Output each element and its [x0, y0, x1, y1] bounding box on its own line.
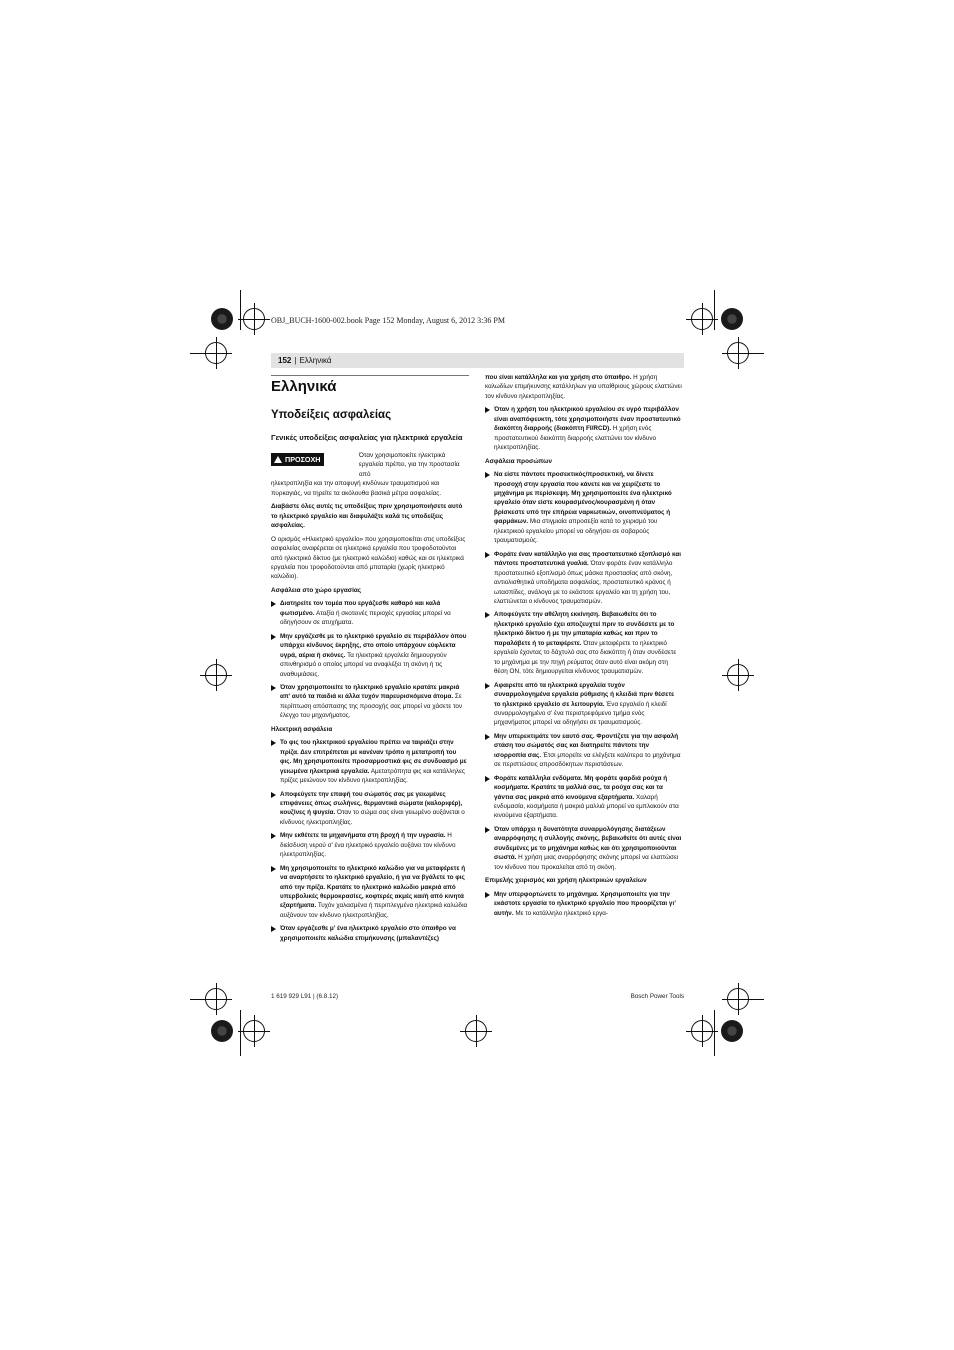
bullet-arrow-icon	[271, 685, 276, 691]
section-title: Υποδείξεις ασφαλείας	[271, 409, 392, 421]
item-bold: Μην εκθέτετε τα μηχανήματα στη βροχή ή την υγρασία.	[280, 832, 446, 840]
list-item	[485, 732, 682, 770]
bullet-arrow-icon	[485, 734, 490, 740]
footer-doc-number: 1 619 929 L91 | (6.8.12)	[271, 993, 339, 1000]
item-bold: Αποφεύγετε την επαφή του σώματός σας με γειωμένες επιφάνειες όπως σωλήνες, θερμαντικά σώματα (καλοριφέρ), κουζίνες ή ψυγεία.	[280, 790, 463, 817]
crop-mark	[724, 353, 764, 354]
item-bold: Αφαιρείτε από τα ηλεκτρικά εργαλεία τυχόν συναρμολογημένα εργαλεία ρύθμισης ή κλειδιά πριν θέσετε το ηλεκτρικό εργαλείο σε λειτουργία.	[494, 681, 675, 708]
workplace-heading: Ασφάλεια στο χώρο εργασίας	[271, 586, 362, 594]
item-text: Αταξία ή σκοτεινές περιοχές εργασίας μπορεί να οδηγήσουν σε ατυχήματα.	[280, 609, 451, 627]
item-bold: Μη χρησιμοποιείτε το ηλεκτρικό καλώδιο για να μεταφέρετε ή να αναρτήσετε το ηλεκτρικό εργαλείο, ή για να βγάλετε το φις από την πρίζα. Κρατάτε το ηλεκτρικό καλώδιο μακριά από υπερβολικές θερμοκρασίες, κοφτερές ακμές και/ή από κινητά εξαρτήματα.	[280, 864, 466, 910]
item-bold: Διατηρείτε τον τομέα που εργάζεσθε καθαρό και καλά φωτισμένο.	[280, 600, 441, 617]
item-bold: Όταν η χρήση του ηλεκτρικού εργαλείου σε υγρό περιβάλλον είναι αναπόφευκτη, τότε χρησιμοποιήστε έναν προστατευτικό διακόπτη διαρροής (διακόπτη FI/RCD).	[494, 406, 681, 433]
item-bold: Φοράτε έναν κατάλληλο για σας προστατευτικό εξοπλισμό και πάντοτε προστατευτικά γυαλιά.	[494, 550, 682, 568]
bullet-arrow-icon	[271, 740, 276, 746]
item-bold: που είναι κατάλληλα και για χρήση στο ύπαιθρο.	[485, 374, 632, 381]
list-item	[485, 610, 682, 676]
list-item	[485, 825, 682, 872]
registration-mark-icon	[465, 1020, 487, 1042]
warning-triangle-icon	[274, 456, 282, 463]
footer-brand: Bosch Power Tools	[630, 993, 684, 1000]
registration-mark-icon	[691, 1020, 713, 1042]
item-text: Ένα εργαλείο ή κλειδί συναρμολογημένο σ’ ένα περιστρεφόμενο τμήμα ενός μηχανήματος μπορεί να οδηγήσει σε τραυματισμούς.	[494, 700, 667, 727]
item-text: Τα ηλεκτρικά εργαλεία δημιουργούν σπινθηρισμό ο οποίος μπορεί να αναφλέξει τη σκόνη ή τις αναθυμιάσεις.	[280, 651, 447, 678]
bullet-arrow-icon	[485, 407, 490, 413]
warning-text-cont: ηλεκτροπληξία και την αποφυγή κινδύνων τραυματισμού και πυρκαγιάς, να τηρείτε τα ακόλουθα βασικά μέτρα ασφαλείας.	[271, 480, 442, 497]
item-text: Αμετατρόπητα φις και κατάλληλες πρίζες μειώνουν τον κίνδυνο ηλεκτροπληξίας.	[280, 767, 465, 785]
item-text: Χαλαρή ενδυμασία, κοσμήματα ή μακριά μαλλιά μπορεί να εμπλακούν στα κινούμενα εξαρτήματα.	[494, 793, 679, 820]
list-item	[485, 550, 682, 607]
bullet-arrow-icon	[485, 892, 490, 898]
warning-block	[271, 451, 468, 479]
item-text: Η χρήση καλωδίων επιμήκυνσης κατάλληλων για υπαίθριους χώρους ελαττώνει τον κίνδυνο ηλεκτροπληξίας.	[485, 374, 682, 400]
warning-badge-label: ΠΡΟΣΟΧΗ	[285, 455, 321, 464]
list-item	[271, 864, 468, 921]
registration-mark-icon	[243, 1020, 265, 1042]
intro-bold-text: Διαβάστε όλες αυτές τις υποδείξεις πριν χρησιμοποιήσετε αυτό το ηλεκτρικό εργαλείο και διαφυλάξτε καλά τις υποδείξεις ασφαλείας.	[271, 503, 463, 530]
item-bold: Όταν χρησιμοποιείτε το ηλεκτρικό εργαλείο κρατάτε μακριά απ’ αυτό τα παιδιά κι άλλα τυχόν παρευρισκόμενα άτομα.	[280, 683, 460, 701]
bullet-arrow-icon	[485, 827, 490, 833]
item-bold: Μην υπερφορτώνετε το μηχάνημα. Χρησιμοποιείτε για την εκάστοτε εργασία το ηλεκτρικό εργαλείο που προορίζεται γι’ αυτήν.	[494, 890, 676, 917]
right-column	[485, 373, 682, 922]
bullet-arrow-icon	[271, 926, 276, 932]
warning-text: Όταν χρησιμοποιείτε ηλεκτρικά εργαλεία πρέπει, για την προστασία από	[359, 452, 460, 478]
bullet-arrow-icon	[271, 792, 276, 798]
warning-badge	[271, 453, 324, 466]
list-item	[485, 470, 682, 546]
registration-mark-icon	[727, 664, 749, 686]
item-text: Έτσι μπορείτε να ελέγξετε καλύτερα το μηχάνημα σε περιπτώσεις απροσδόκητων περιστάσεων.	[494, 751, 681, 769]
item-text: Η διείσδυση νερού σ’ ένα ηλεκτρικό εργαλείο αυξάνει τον κίνδυνο ηλεκτροπληξίας.	[280, 832, 456, 859]
bullet-arrow-icon	[485, 612, 490, 618]
crop-mark	[724, 999, 764, 1000]
list-item	[271, 683, 468, 721]
list-item	[485, 405, 682, 452]
intro-bold	[271, 502, 468, 530]
crop-mark	[714, 1010, 715, 1056]
list-item	[485, 890, 682, 918]
item-text: Μια στιγμιαία απροσεξία κατά το χειρισμό του ηλεκτρικού εργαλείου μπορεί να οδηγήσει σε σοβαρούς τραυματισμούς.	[494, 518, 658, 545]
bullet-arrow-icon	[485, 776, 490, 782]
intro-text: Ο ορισμός «Ηλεκτρικό εργαλείο» που χρησιμοποιείται στις υποδείξεις ασφαλείας αναφέρεται σε ηλεκτρικά εργαλεία που τροφοδοτούνται από ηλεκτρικό δίκτυο (με ηλεκτρικό καλώδιο) καθώς και σε ηλεκτρικά εργαλεία που τροφοδοτούνται από μπαταρία (χωρίς ηλεκτρικό καλώδιο).	[271, 535, 466, 581]
item-text: Η χρήση μιας αναρρόφησης σκόνης μπορεί να ελαττώσει τον κίνδυνο που προκαλείται από τη σκόνη.	[494, 854, 679, 871]
item-text: Όταν μεταφέρετε το ηλεκτρικό εργαλείο έχοντας το δάχτυλό σας στο διακόπτη ή όταν συνδέσετε το μηχάνημα με την πηγή ρεύματος όταν αυτό είναι ακόμη στη θέση ON, τότε δημιουργείται κίνδυνος τραυματισμών.	[494, 639, 677, 676]
crop-mark	[190, 353, 230, 354]
registration-mark-icon	[721, 1020, 743, 1042]
item-text: Η χρήση ενός προστατευτικού διακόπτη διαρροής ελαττώνει τον κίνδυνο ηλεκτροπληξίας.	[494, 425, 657, 452]
item-bold: Αποφεύγετε την αθέλητη εκκίνηση. Βεβαιωθείτε ότι το ηλεκτρικό εργαλείο έχει αποζευχτεί πριν το συνδέσετε με το ηλεκτρικό δίκτυο ή με την μπαταρία καθώς και πριν το παραλάβετε ή το μεταφέρετε.	[494, 611, 675, 647]
list-item	[485, 681, 682, 728]
page-title: Ελληνικά	[271, 378, 337, 395]
registration-mark-icon	[211, 308, 233, 330]
crop-mark	[240, 1010, 241, 1056]
list-item	[485, 774, 682, 821]
registration-mark-icon	[205, 664, 227, 686]
item-bold: Να είστε πάντοτε προσεκτικός/προσεκτική, να δίνετε προσοχή στην εργασία που κάνετε και να χειρίζεστε το μηχάνημα με περίσκεψη. Μη χρησιμοποιείτε ένα ηλεκτρικό εργαλείο όταν είστε κουρασμένος/κουρασμένη ή όταν βρίσκεστε υπό την επήρεια ναρκωτικών, οινοπνεύματος ή φαρμάκων.	[494, 471, 672, 526]
bullet-arrow-icon	[271, 601, 276, 607]
careful-use-heading: Επιμελής χειρισμός και χρήση ηλεκτρικών εργαλείων	[485, 877, 647, 885]
item-bold: Μην υπερεκτιμάτε τον εαυτό σας. Φροντίζετε για την ασφαλή στάση του σώματός σας και διατηρείτε πάντοτε την ισορροπία σας.	[494, 732, 679, 759]
subsection-title: Γενικές υποδείξεις ασφαλείας για ηλεκτρικά εργαλεία	[271, 433, 463, 442]
list-item	[271, 924, 468, 943]
item-text: Όταν φοράτε έναν κατάλληλο προστατευτικό εξοπλισμό όπως μάσκα προστασίας από σκόνη, αντιολισθητικά υποδήματα ασφαλείας, προστατευτικό κράνος ή ωτασπίδες, ανάλογα με το εκάστοτε εργαλείο και τη χρήση του, ελαττώνεται ο κίνδυνος τραυματισμών.	[494, 560, 673, 605]
continued-item	[485, 373, 682, 401]
registration-mark-icon	[691, 308, 713, 330]
header-separator: |	[294, 356, 297, 365]
item-text: Όταν το σώμα σας είναι γειωμένο αυξάνεται ο κίνδυνος ηλεκτροπληξίας.	[280, 809, 465, 826]
bullet-arrow-icon	[485, 552, 490, 558]
item-bold: Όταν υπάρχει η δυνατότητα συναρμολόγησης διατάξεων αναρρόφησης ή συλλογής σκόνης, βεβαιωθείτε ότι αυτές είναι συνδεμένες με το μηχάνημα καθώς και ότι χρησιμοποιούνται σωστά.	[494, 825, 682, 862]
bullet-arrow-icon	[485, 472, 490, 478]
bullet-arrow-icon	[271, 634, 276, 640]
registration-mark-icon	[243, 308, 265, 330]
crop-mark	[240, 290, 241, 330]
electrical-heading: Ηλεκτρική ασφάλεια	[271, 725, 333, 733]
left-column	[271, 377, 468, 947]
page-header	[271, 353, 684, 368]
bullet-arrow-icon	[271, 866, 276, 872]
item-text: Με το κατάλληλο ηλεκτρικό εργα-	[513, 909, 609, 917]
item-text: Σε περίπτωση απόσπασης της προσοχής σας μπορεί να χάσετε τον έλεγχο του μηχανήματος.	[280, 693, 463, 720]
bullet-arrow-icon	[271, 833, 276, 839]
registration-mark-icon	[721, 308, 743, 330]
header-language: Ελληνικά	[299, 356, 332, 365]
item-text: Τυχόν χαλασμένα ή περιπλεγμένα ηλεκτρικά καλώδια αυξάνουν τον κίνδυνο ηλεκτροπληξίας.	[280, 902, 468, 919]
page-number: 152	[278, 356, 292, 365]
list-item	[271, 790, 468, 828]
print-slug: OBJ_BUCH-1600-002.book Page 152 Monday, August 6, 2012 3:36 PM	[271, 316, 505, 325]
list-item	[271, 599, 468, 627]
crop-mark	[714, 290, 715, 330]
bullet-arrow-icon	[485, 683, 490, 689]
item-bold: Όταν εργάζεσθε μ’ ένα ηλεκτρικό εργαλείο στο ύπαιθρο να χρησιμοποιείτε καλώδια επιμήκυνσης (μπαλαντέζες)	[280, 925, 456, 942]
personal-heading: Ασφάλεια προσώπων	[485, 457, 553, 465]
list-item	[271, 831, 468, 859]
list-item	[271, 632, 468, 679]
item-bold: Μην εργάζεσθε με το ηλεκτρικό εργαλείο σε περιβάλλον όπου υπάρχει κίνδυνος έκρηξης, στο οποίο υπάρχουν εύφλεκτα υγρά, αέρια ή σκόνες.	[280, 632, 467, 659]
title-rule	[271, 375, 469, 376]
item-bold: Φοράτε κατάλληλα ενδύματα. Μη φοράτε φαρδιά ρούχα ή κοσμήματα. Κρατάτε τα μαλλιά σας, τα ρούχα σας και τα γάντια σας μακριά από κινούμενα εξαρτήματα.	[494, 774, 668, 801]
crop-mark	[190, 999, 230, 1000]
item-bold: Το φις του ηλεκτρικού εργαλείου πρέπει να ταιριάζει στην πρίζα. Δεν επιτρέπεται με κανέναν τρόπο η μετατροπή του φις. Μη χρησιμοποιείτε προσαρμοστικά φις σε συνδυασμό με γειωμένα ηλεκτρικά εργαλεία.	[280, 739, 467, 775]
list-item	[271, 738, 468, 785]
registration-mark-icon	[211, 1020, 233, 1042]
